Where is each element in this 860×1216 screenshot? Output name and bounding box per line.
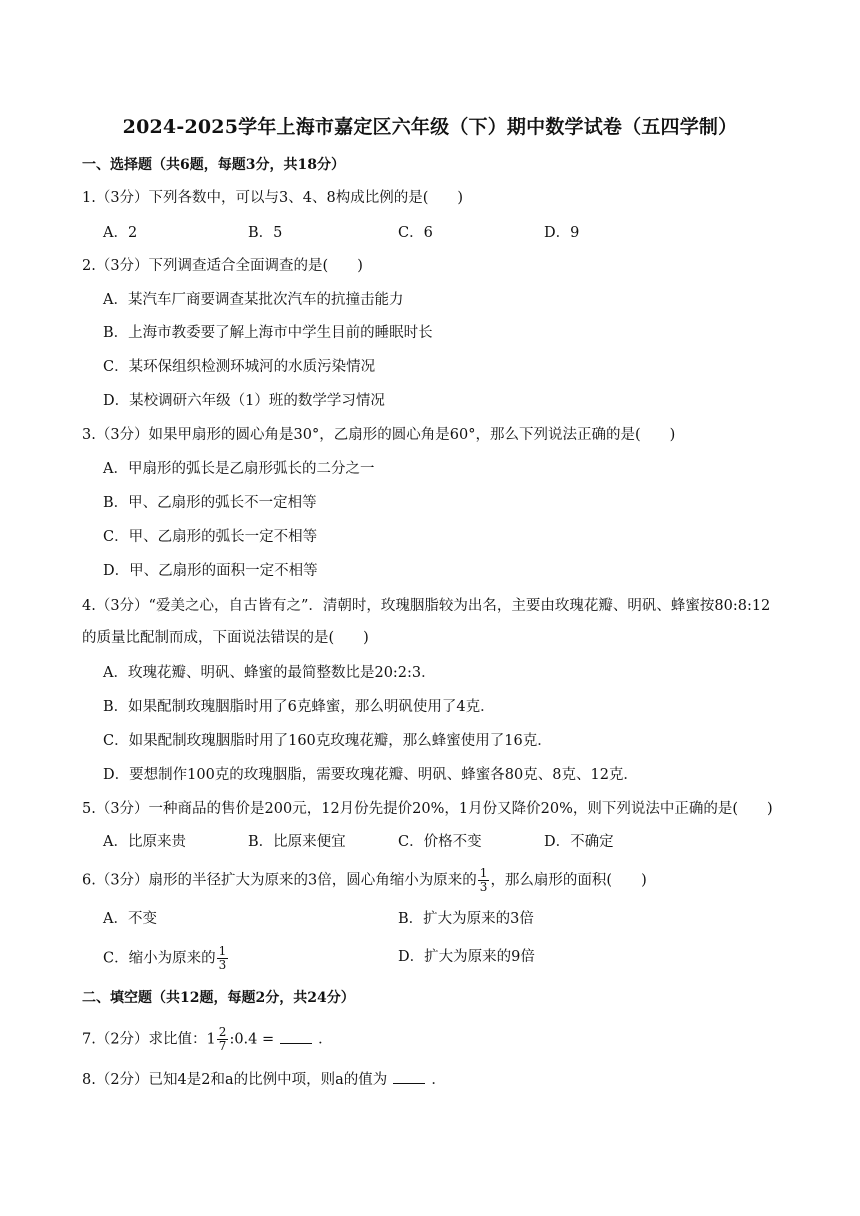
question-4-option-a[interactable]: A．玫瑰花瓣、明矾、蜂蜜的最简整数比是20:2:3．	[103, 665, 436, 681]
question-1-option-d[interactable]: D．9	[544, 225, 580, 241]
fraction-denominator: 3	[218, 958, 227, 972]
question-7-stem	[82, 1026, 333, 1053]
question-6-option-c[interactable]	[103, 945, 229, 972]
fraction-numerator: 2	[218, 1025, 227, 1039]
fraction-two-sevenths	[217, 1026, 229, 1053]
question-3-stem: 3.（3分）如果甲扇形的圆心角是30°，乙扇形的圆心角是60°，那么下列说法正确的是( )	[82, 427, 676, 443]
question-4-option-c[interactable]: C．如果配制玫瑰胭脂时用了160克玫瑰花瓣，那么蜂蜜使用了16克．	[103, 733, 552, 749]
fraction-numerator: 1	[479, 866, 488, 880]
question-7-answer-blank[interactable]	[280, 1029, 312, 1044]
fraction-denominator: 3	[479, 880, 488, 894]
question-3-option-a[interactable]: A．甲扇形的弧长是乙扇形弧长的二分之一	[103, 461, 375, 477]
question-5-option-a[interactable]: A．比原来贵	[103, 834, 186, 850]
question-1-stem: 1.（3分）下列各数中，可以与3、4、8构成比例的是( )	[82, 190, 464, 206]
question-4-option-d[interactable]: D．要想制作100克的玫瑰胭脂，需要玫瑰花瓣、明矾、蜂蜜各80克、8克、12克．	[103, 767, 638, 783]
section-heading-fill: 二、填空题（共12题，每题2分，共24分）	[82, 990, 355, 1006]
question-8-answer-blank[interactable]	[393, 1069, 425, 1084]
question-4-stem-line-1: 4.（3分）“爱美之心，自古皆有之”．清朝时，玫瑰胭脂较为出名，主要由玫瑰花瓣、明矾、蜂蜜按80:8:12	[82, 598, 771, 614]
fraction-numerator: 1	[218, 944, 227, 958]
question-3-option-c[interactable]: C．甲、乙扇形的弧长一定不相等	[103, 529, 318, 545]
question-7-period: ．	[318, 1031, 333, 1048]
page-title: 2024-2025学年上海市嘉定区六年级（下）期中数学试卷（五四学制）	[122, 116, 738, 138]
question-1-option-b[interactable]: B．5	[248, 225, 283, 241]
question-6-option-c-text: C．缩小为原来的	[103, 950, 216, 967]
question-4-option-b[interactable]: B．如果配制玫瑰胭脂时用了6克蜂蜜，那么明矾使用了4克．	[103, 699, 495, 715]
question-1-option-a[interactable]: A．2	[103, 225, 138, 241]
section-heading-choice: 一、选择题（共6题，每题3分，共18分）	[82, 157, 345, 173]
question-2-stem: 2.（3分）下列调查适合全面调查的是( )	[82, 258, 363, 274]
question-8-stem	[82, 1069, 446, 1091]
fraction-denominator: 7	[218, 1039, 227, 1053]
question-3-option-b[interactable]: B．甲、乙扇形的弧长不一定相等	[103, 495, 317, 511]
question-7-ratio-text: :0.4 =	[229, 1031, 275, 1048]
fraction-one-third	[217, 945, 229, 972]
fraction-one-third	[478, 867, 490, 894]
question-6-stem-text: 6.（3分）扇形的半径扩大为原来的3倍，圆心角缩小为原来的	[82, 872, 477, 889]
question-5-option-b[interactable]: B．比原来便宜	[248, 834, 346, 850]
question-2-option-a[interactable]: A．某汽车厂商要调查某批次汽车的抗撞击能力	[103, 292, 404, 308]
question-5-option-d[interactable]: D．不确定	[544, 834, 614, 850]
question-6-stem	[82, 867, 647, 894]
question-2-option-d[interactable]: D．某校调研六年级（1）班的数学学习情况	[103, 393, 385, 409]
question-6-option-b[interactable]: B．扩大为原来的3倍	[398, 911, 534, 927]
question-6-option-d[interactable]: D．扩大为原来的9倍	[398, 949, 535, 965]
question-4-stem-line-2: 的质量比配制而成，下面说法错误的是( )	[82, 630, 369, 646]
question-6-stem-text-end: ，那么扇形的面积( )	[490, 872, 647, 889]
question-8-period: ．	[431, 1072, 446, 1088]
question-1-option-c[interactable]: C．6	[398, 225, 433, 241]
question-2-option-b[interactable]: B．上海市教委要了解上海市中学生目前的睡眠时长	[103, 325, 433, 341]
question-3-option-d[interactable]: D．甲、乙扇形的面积一定不相等	[103, 563, 318, 579]
question-6-option-a[interactable]: A．不变	[103, 911, 157, 927]
question-5-stem: 5.（3分）一种商品的售价是200元，12月份先提价20%，1月份又降价20%，则下列说法中正确的是( )	[82, 801, 773, 817]
question-2-option-c[interactable]: C．某环保组织检测环城河的水质污染情况	[103, 359, 376, 375]
question-8-stem-text: 8.（2分）已知4是2和a的比例中项，则a的值为	[82, 1072, 388, 1088]
question-7-stem-text: 7.（2分）求比值：1	[82, 1031, 216, 1048]
question-5-option-c[interactable]: C．价格不变	[398, 834, 482, 850]
